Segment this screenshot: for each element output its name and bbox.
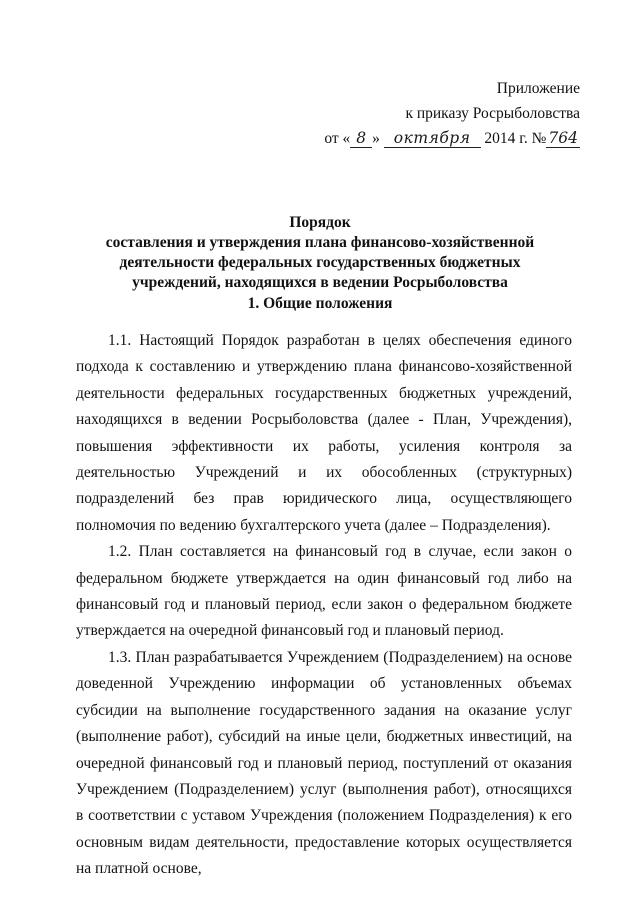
title-line-3: деятельности федеральных государственных бюджетных xyxy=(119,254,521,271)
title-line-4: учреждений, находящихся в ведении Росрыболовства xyxy=(132,274,508,291)
date-prefix: от « xyxy=(324,130,351,147)
appendix-label: Приложение xyxy=(496,80,580,97)
title-line-2: составления и утверждения плана финансово-хозяйственной xyxy=(105,234,535,251)
order-date-line xyxy=(280,126,580,151)
document-title xyxy=(60,213,580,293)
handwritten-day: 8 xyxy=(350,129,372,148)
date-mid: » xyxy=(372,130,380,147)
document-body xyxy=(76,328,572,883)
title-line-1: Порядок xyxy=(289,214,351,231)
date-year: 2014 г. № xyxy=(484,130,547,147)
paragraph-1-2: 1.2. План составляется на финансовый год в случае, если закон о федеральном бюджете утверждается на один финансовый год либо на финансовый год и плановый период, если закон о федеральном бюджете утверждается на очередной финансовый год и плановый период. xyxy=(76,543,572,640)
document-header xyxy=(280,76,580,151)
handwritten-order-number: 764 xyxy=(548,129,578,147)
order-reference: к приказу Росрыболовства xyxy=(405,105,580,122)
section-heading: 1. Общие положения xyxy=(247,295,393,312)
paragraph-1-3: 1.3. План разрабатывается Учреждением (Подразделением) на основе доведенной Учреждению информации об установленных объемах субсидии на выполнение государственного задания на оказание услуг (выполнение работ), субсидий на иные цели, бюджетных инвестиций, на очередной финансовый год и плановый период, поступлений от оказания Учреждением (Подразделением) услуг (выполнения работ), относящихся в соответствии с уставом Учреждения (положением Подразделения) к его основным видам деятельности, предоставление которых осуществляется на платной основе, xyxy=(76,648,572,878)
handwritten-month: октября xyxy=(384,129,481,148)
paragraph-1-1: 1.1. Настоящий Порядок разработан в целях обеспечения единого подхода к составлению и утверждению плана финансово-хозяйственной деятельности федеральных государственных бюджетных учреждений, находящихся в ведении Росрыболовства (далее - План, Учреждения), повышения эффективности их работы, усиления контроля за деятельностью Учреждений и их обособленных (структурных) подразделений без прав юридического лица, осуществляющего полномочия по ведению бухгалтерского учета (далее – Подразделения). xyxy=(76,332,572,534)
